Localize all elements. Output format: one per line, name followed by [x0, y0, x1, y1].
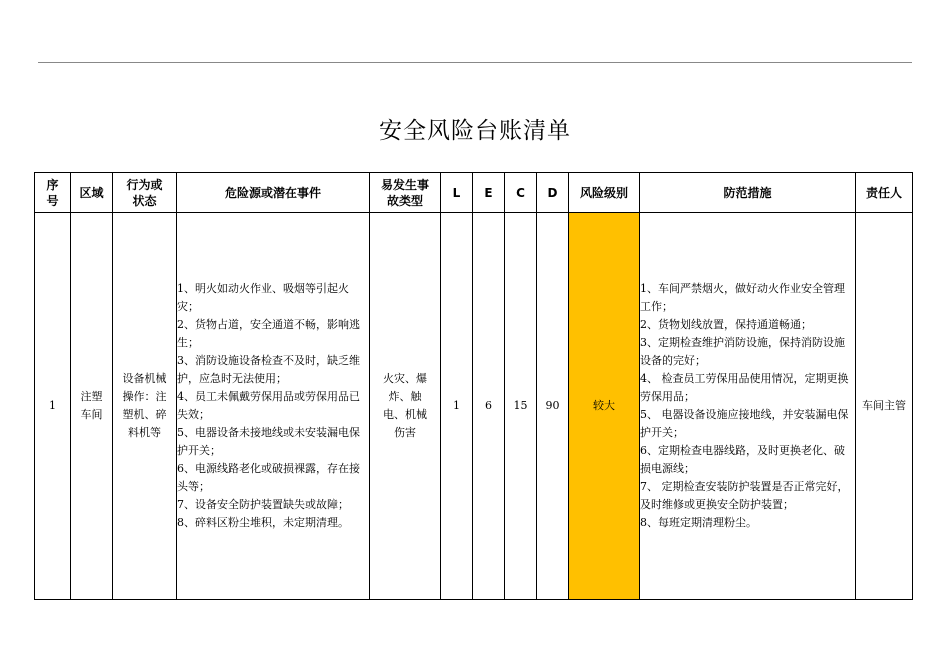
header-d: D — [537, 173, 569, 213]
hazard-item: 3、消防设施设备检查不及时，缺乏维护，应急时无法使用； — [177, 354, 360, 385]
header-area: 区域 — [71, 173, 113, 213]
header-owner: 责任人 — [856, 173, 913, 213]
hazard-item: 2、货物占道，安全通道不畅，影响逃生； — [177, 318, 360, 349]
cell-owner: 车间主管 — [856, 213, 913, 600]
cell-l: 1 — [441, 213, 473, 600]
risk-ledger-table — [34, 172, 913, 600]
hazard-item: 1、明火如动火作业、吸烟等引起火灾； — [177, 282, 349, 313]
measure-item: 7、 定期检查安装防护装置是否正常完好，及时维修或更换安全防护装置； — [640, 480, 849, 511]
hazard-item: 6、电源线路老化或破损裸露，存在接头等； — [177, 462, 360, 493]
cell-e: 6 — [473, 213, 505, 600]
cell-risk-level: 较大 — [569, 213, 640, 600]
header-l: L — [441, 173, 473, 213]
document-title: 安全风险台账清单 — [379, 118, 571, 144]
measure-item: 3、定期检查维护消防设施，保持消防设施设备的完好； — [640, 336, 845, 367]
header-hazard: 危险源或潜在事件 — [177, 173, 370, 213]
cell-behavior: 设备机械操作：注塑机、碎料机等 — [113, 213, 177, 600]
header-accident-type: 易发生事故类型 — [370, 173, 441, 213]
cell-accident-type: 火灾、爆炸、触电、机械伤害 — [370, 213, 441, 600]
header-c: C — [505, 173, 537, 213]
measure-item: 6、定期检查电器线路，及时更换老化、破损电源线； — [640, 444, 845, 475]
measure-item: 5、 电器设备设施应接地线，并安装漏电保护开关； — [640, 408, 849, 439]
header-e: E — [473, 173, 505, 213]
hazard-item: 5、电器设备未接地线或未安装漏电保护开关； — [177, 426, 360, 457]
cell-d: 90 — [537, 213, 569, 600]
hazard-item: 7、设备安全防护装置缺失或故障； — [177, 498, 349, 511]
cell-area: 注塑车间 — [71, 213, 113, 600]
measure-item: 1、车间严禁烟火，做好动火作业安全管理工作； — [640, 282, 845, 313]
cell-measures — [640, 213, 856, 600]
header-risk-level: 风险级别 — [569, 173, 640, 213]
header-rule — [38, 62, 912, 63]
header-seq: 序号 — [35, 173, 71, 213]
header-behavior: 行为或状态 — [113, 173, 177, 213]
header-measures: 防范措施 — [640, 173, 856, 213]
cell-c: 15 — [505, 213, 537, 600]
table-header-row — [35, 173, 913, 213]
measure-item: 4、 检查员工劳保用品使用情况，定期更换劳保用品； — [640, 372, 849, 403]
measure-item: 2、货物划线放置，保持通道畅通； — [640, 318, 812, 331]
table-row — [35, 213, 913, 600]
cell-seq: 1 — [35, 213, 71, 600]
hazard-item: 8、碎料区粉尘堆积，未定期清理。 — [177, 516, 349, 529]
hazard-item: 4、员工未佩戴劳保用品或劳保用品已失效； — [177, 390, 360, 421]
cell-hazards — [177, 213, 370, 600]
measure-item: 8、每班定期清理粉尘。 — [640, 516, 757, 529]
